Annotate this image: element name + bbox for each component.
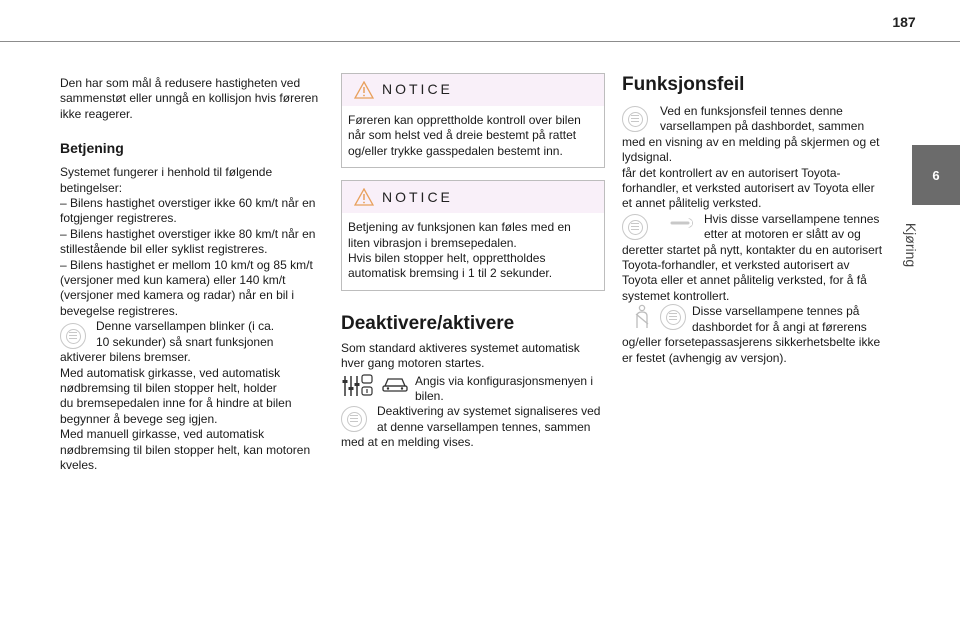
warning-lamp-icon — [622, 214, 648, 240]
conditions-paragraph: Systemet fungerer i henhold til følgende betingelser: – Bilens hastighet overstiger ikke 60 km/t når en fotgjenger registreres. – Bilens hastighet overstiger ikke 80 km/t når en stillestående bil eller syklist registreres. – Bilens hastighet er mellom 10 km/t og 85 km/t (versjoner med kun kamera) eller 140 km/t (versjoner med kamera og radar) når en bil i bevegelse registreres. — [60, 165, 316, 318]
car-icon — [381, 374, 409, 394]
column-2 — [341, 73, 605, 451]
restart-paragraph: Hvis disse varsellampene tennes etter at motoren er slått av og deretter startet på nytt, kontakter du en autorisert Toyota-forhandler, et verksted autorisert av Toyota eller et annet pålitelig verksted, for å få systemet kontrollert. — [622, 211, 883, 303]
deactivation-paragraph: Deaktivering av systemet signaliseres ved at denne varsellampen tennes, sammen med at en melding vises. — [341, 404, 601, 450]
page-number: 187 — [892, 14, 916, 30]
header-rule — [0, 41, 960, 42]
section-heading-deaktivere: Deaktivere/aktivere — [341, 312, 515, 334]
seatbelt-icon — [630, 304, 656, 330]
notice-title: NOTICE — [382, 81, 453, 98]
intro-paragraph: Den har som mål å redusere hastigheten ved sammenstøt eller unngå en kollisjon hvis føreren ikke reagerer. — [60, 76, 319, 121]
wrench-icon — [668, 212, 698, 234]
notice-header — [342, 181, 604, 213]
chapter-label — [896, 210, 926, 280]
warning-triangle-icon — [354, 81, 374, 99]
lamp-blink-paragraph: Denne varsellampen blinker (i ca. 10 sekunder) så snart funksjonen aktiverer bilens bremser. Med automatisk girkasse, ved automatisk nødbremsing til bilen stopper helt, holder du bremsepedalen inne for å hindre at bilen begynner å bevege seg igjen. Med manuell girkasse, ved automatisk nødbremsing til bilen stopper helt, kan motoren kveles. — [60, 319, 311, 472]
section-heading-betjening: Betjening — [60, 140, 124, 157]
warning-triangle-icon — [354, 188, 374, 206]
menu-paragraph: Angis via konfigurasjonsmenyen i bilen. — [341, 374, 605, 405]
notice-box — [341, 180, 605, 291]
warning-lamp-icon — [622, 106, 648, 132]
notice-header — [342, 74, 604, 106]
malfunction-paragraph: Ved en funksjonsfeil tennes denne varsellampen på dashbordet, sammen med en visning av en melding på skjermen og et lydsignal. får det kontrollert av en autorisert Toyota- forhandler, et verksted autorisert av Toyota eller et annet pålitelig verksted. — [622, 104, 880, 211]
chapter-title: Kjøring — [903, 222, 919, 268]
column-1 — [60, 76, 322, 473]
notice-title: NOTICE — [382, 188, 453, 205]
notice-body: Føreren kan opprettholde kontroll over bilen når som helst ved å dreie bestemt på rattet og/eller trykke gasspedalen bestemt inn. — [348, 113, 581, 158]
notice-box — [341, 73, 605, 168]
section-heading-funksjonsfeil: Funksjonsfeil — [622, 74, 745, 95]
notice-body: Betjening av funksjonen kan føles med en liten vibrasjon i bremsepedalen. Hvis bilen stopper helt, opprettholdes automatisk bremsing i 1 til 2 sekunder. — [348, 220, 571, 281]
settings-menu-icon — [341, 374, 373, 398]
seatbelt-paragraph: Disse varsellampene tennes på dashbordet for å angi at førerens og/eller forsetepassasjerens sikkerhetsbelte ikke er festet (avhengig av versjon). — [622, 304, 881, 365]
chapter-tab[interactable] — [912, 145, 960, 205]
default-activation-paragraph: Som standard aktiveres systemet automatisk hver gang motoren startes. — [341, 340, 580, 371]
column-3 — [622, 74, 887, 366]
chapter-number: 6 — [932, 167, 940, 183]
